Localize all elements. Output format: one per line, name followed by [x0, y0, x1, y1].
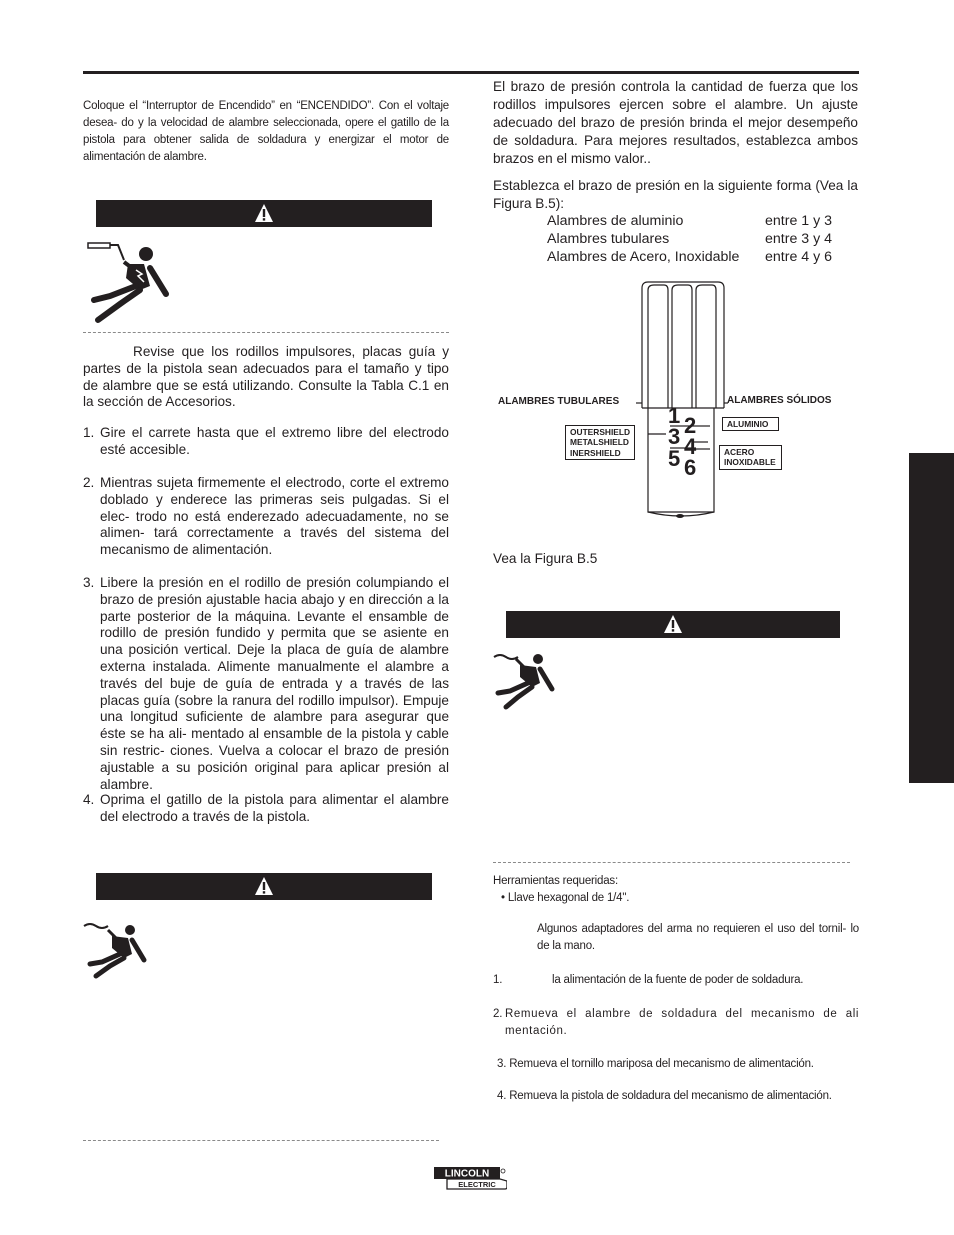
tools-item: • Llave hexagonal de 1/4".: [501, 892, 630, 904]
table-row: Alambres de aluminio: [547, 213, 684, 229]
check-paragraph: Revise que los rodillos impulsores, placas guía y partes de la pistola sean adecuados para el tamaño y tipo de alambre que se está utilizando. Consulte la Tabla C.1 en la sección de Accesorios.: [83, 344, 449, 410]
scale-number: 5: [668, 446, 681, 471]
list-item-text: la alimentación de la fuente de poder de soldadura.: [552, 974, 804, 986]
intro-paragraph: Coloque el “Interruptor de Encendido” en “ENCENDIDO”. Con el voltaje desea- do y la velocidad de alambre seleccionada, opere el gatillo de la pistola para obtener salida de soldadura y energizar el motor de alimentación de alambre.: [83, 100, 449, 163]
table-cell: entre 3 y 4: [765, 231, 833, 247]
warning-triangle-icon: [663, 614, 683, 634]
list-item: 2. Mientras sujeta firmemente el electrodo, corte el extremo doblado y enderece las primeras seis pulgadas. Si el elec- trodo no está enderezado adecuadamente, no se alimen- tará correctamente a través del sistema del mecanismo de alimentación.: [83, 475, 449, 558]
dashed-divider: [83, 332, 449, 333]
scale-number: 3: [668, 424, 681, 449]
warning-banner: [506, 611, 840, 638]
logo-text-lincoln: LINCOLN: [444, 1168, 490, 1180]
list-item: 4. Oprima el gatillo de la pistola para alimentar el alambre del electrodo a través de la pistola.: [83, 792, 449, 824]
warning-triangle-icon: [254, 203, 274, 223]
figure-label-tubular: ALAMBRES TUBULARES: [498, 396, 620, 407]
tools-title: Herramientas requeridas:: [493, 875, 618, 887]
scale-number: 2: [684, 413, 697, 438]
figure-reference: Vea la Figura B.5: [493, 551, 598, 566]
figure-box-steel: ACERO INOXIDABLE: [719, 445, 782, 470]
list-item: 3. Remueva el tornillo mariposa del mecanismo de alimentación.: [497, 1058, 814, 1070]
table-cell: entre 4 y 6: [765, 249, 833, 265]
electric-shock-icon: [492, 649, 558, 711]
warning-banner: [96, 873, 432, 900]
dashed-divider: [493, 862, 850, 863]
figure-label-solid: ALAMBRES SÓLIDOS: [727, 395, 832, 406]
scale-number: 6: [684, 455, 697, 480]
setting-intro: Establezca el brazo de presión en la siguiente forma (Vea la Figura B.5):: [493, 178, 858, 211]
dashed-divider: [83, 1140, 439, 1141]
warning-triangle-icon: [254, 876, 274, 896]
list-item: 1.: [493, 974, 503, 986]
pressure-paragraph: El brazo de presión controla la cantidad de fuerza que los rodillos impulsores ejercen sobre el alambre. Un ajuste adecuado del brazo de presión brinda el mejor desempeño de soldadura. Para mejores resultados, establezca ambos brazos en el mismo valor..: [493, 79, 858, 166]
list-item: 1. Gire el carrete hasta que el extremo libre del electrodo esté accesible.: [83, 425, 449, 457]
table-cell: entre 1 y 3: [765, 213, 833, 229]
scale-number: 1: [668, 403, 681, 428]
logo-frame: [433, 1166, 507, 1191]
electric-shock-icon: [82, 920, 152, 980]
list-item: 4. Remueva la pistola de soldadura del mecanismo de alimentación.: [497, 1090, 832, 1102]
list-item: 2. Remueva el alambre de soldadura del mecanismo de ali mentación.: [493, 1008, 859, 1037]
top-rule: [83, 71, 859, 74]
electric-shock-icon: [84, 238, 174, 326]
figure-box-tubular-brands: OUTERSHIELD METALSHIELD INERSHIELD: [565, 425, 635, 460]
figure-box-aluminum: ALUMINIO: [722, 417, 779, 431]
table-row: Alambres de Acero, Inoxidable: [547, 249, 740, 265]
lincoln-electric-logo: [433, 1166, 507, 1191]
scale-number: 4: [684, 434, 697, 459]
section-side-tab: [909, 453, 954, 783]
note-paragraph: Algunos adaptadores del arma no requieren el uso del tornil- lo de la mano.: [537, 923, 859, 952]
table-row: Alambres tubulares: [547, 231, 670, 247]
list-item: 3. Libere la presión en el rodillo de presión columpiando el brazo de presión ajustable hacia abajo y en dirección a la parte posterior de la máquina. Levante el ensamble de rodillo de presión fundido y permita que se asiente en una posición vertical. Deje la placa de guía de alambre externa instalada. Alimente manualmente el alambre a través del buje de guía de entrada y a través de las placas guía (sobre la ranura del rodillo impulsor). Empuje una longitud suficiente de alambre para asegurar que éste se ha ali- mentado al ensamble de la pistola y cable sin restric- ciones. Vuelva a colocar el brazo de presión ajustable a su posición original para aplicar presión al alambre.: [83, 575, 449, 792]
warning-banner: [96, 200, 432, 227]
pressure-arm-figure: [498, 280, 858, 520]
logo-text-electric: ELECTRIC: [458, 1180, 496, 1189]
